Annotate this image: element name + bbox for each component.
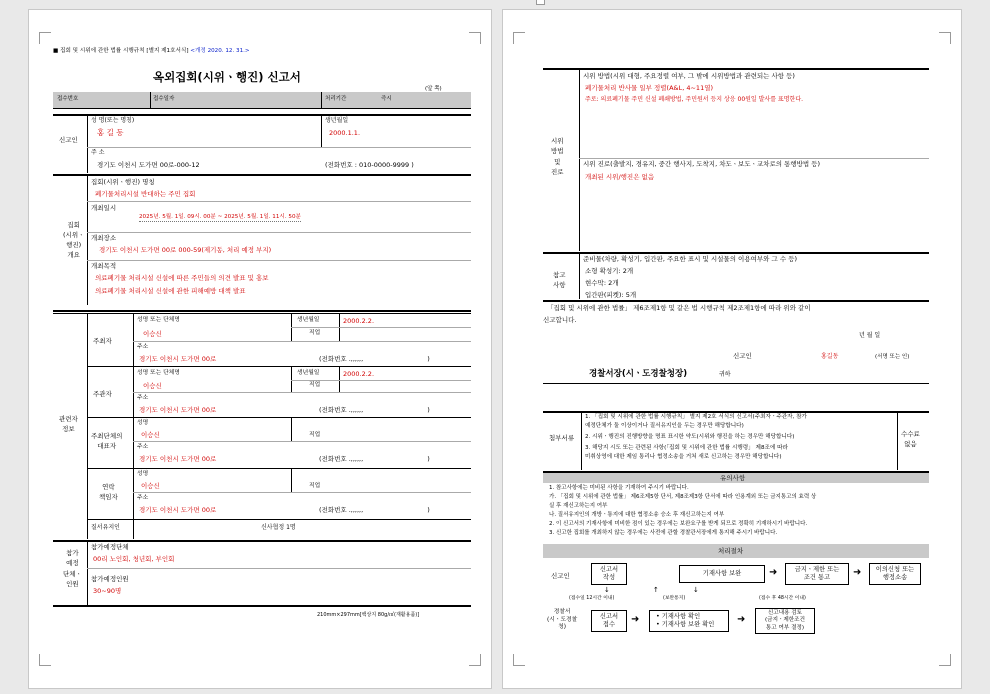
receipt-bar xyxy=(53,92,471,108)
related-section-label: 관련자 정보 xyxy=(59,415,78,434)
related-name-label: 성명 xyxy=(137,420,149,426)
rally-goal-line-1: 의료폐기물 처리시설 신설에 따른 주민들의 의견 발표 및 홍보 xyxy=(95,274,269,282)
applicant-address-label: 주 소 xyxy=(91,149,105,156)
related-address-value: 경기도 이천시 도가면 00로 xyxy=(139,455,217,463)
reference-label: 준비물(차량, 확성기, 입간판, 주요한 표시 및 시설물의 이용여부와 그 수 등) xyxy=(583,255,798,263)
route-label: 시위 진로(출발지, 경유지, 중간 행사지, 도착지, 차도ㆍ보도ㆍ교차로의 통행방법 등) xyxy=(583,160,821,168)
method-section-label: 시위 방법 및 진로 xyxy=(551,137,564,177)
page-side-label: (앞 쪽) xyxy=(425,86,442,92)
applicant-name-value: 홍 길 동 xyxy=(97,128,124,137)
flow-note-right: (접수 후 48시간 이내) xyxy=(759,596,806,601)
related-person-name: 이승신 xyxy=(141,482,160,490)
attachment-3a: 3. 해당지 시도 또는 관련된 사항(「집회 및 시위에 관한 법률 시행령」 제8조에 따라 xyxy=(585,445,788,451)
flow-step-prohibition: 금지ㆍ제한 또는 조건 통고 xyxy=(785,563,849,585)
rally-datetime-label: 개최일시 xyxy=(91,204,117,212)
applicant-phone-value: (전화번호 : 010-0000-9999 ) xyxy=(325,161,414,169)
flow-applicant-label: 신고인 xyxy=(551,572,570,580)
window-edge-marker xyxy=(536,0,545,5)
reference-item: 입간판(피켓): 5개 xyxy=(585,291,637,299)
sign-note: (서명 또는 인) xyxy=(875,354,910,360)
related-job-label: 직업 xyxy=(309,330,321,336)
applicant-name-label: 성 명(또는 명칭) xyxy=(91,117,135,124)
fee: 수수료 없음 xyxy=(901,430,920,448)
rally-goal-line-2: 의료폐기물 처리시설 신설에 관한 피해예방 대책 발표 xyxy=(95,287,246,295)
arrow-up-icon: ↑ xyxy=(653,586,659,594)
rally-place-value: 경기도 이천시 도가면 00로 000-59(제기동, 처리 예정 부지) xyxy=(99,246,272,254)
form-reference: ■ 집회 및 시위에 관한 법률 시행규칙 [별지 제1호서식] <개정 2020. 12. 31.> xyxy=(53,48,250,54)
related-job-label: 직업 xyxy=(309,483,321,489)
reference-section-label: 참고 사항 xyxy=(553,271,566,290)
attachment-3b: 미취상영에 대한 제임 통리나 협정소송을 거쳐 새로 신고하는 경우만 해당합니다) xyxy=(585,454,782,460)
applicant-section-label: 신고인 xyxy=(59,136,78,144)
receipt-number-label: 접수번호 xyxy=(57,96,79,102)
note-line: 가. 「집회 및 시위에 관한 법률」 제6조제5항 단서, 제8조제3항 단서에 따라 인용계외 또는 금지통고의 효력 상 xyxy=(549,494,817,500)
applicant-birth-label: 생년월일 xyxy=(325,117,349,124)
arrow-right-icon: ➜ xyxy=(737,614,746,625)
flow-step-receive: 신고서 접수 xyxy=(591,610,627,632)
arrow-down-icon: ↓ xyxy=(693,586,699,594)
related-job-label: 직업 xyxy=(309,382,321,388)
flow-step-check: • 기재사항 확인 • 기재사항 보완 확인 xyxy=(649,610,729,632)
participant-group-value: 00리 노인회, 청년회, 부인회 xyxy=(93,555,175,563)
rally-goal-label: 개최목적 xyxy=(91,262,117,270)
related-phone: (전화번호 .,,,,,, ) xyxy=(319,455,430,463)
attachment-1a: 1. 「집회 및 시위에 관한 법률 시행규칙」 별지 제2호 서식의 신고서(주최자ㆍ주관자, 참가 xyxy=(585,414,807,420)
crop-mark xyxy=(469,654,481,666)
related-name-label: 성명 또는 단체명 xyxy=(137,370,180,376)
reference-item: 현수막: 2개 xyxy=(585,279,619,287)
related-role-contact: 연락 책임자 xyxy=(99,483,118,501)
recipient: 경찰서장(시ㆍ도경찰청장) xyxy=(589,369,688,379)
note-line: 나. 질서유지인의 개방ㆍ통지에 대한 협정소송 승소 후 재신고하는지 여부 xyxy=(549,512,725,518)
related-birth-value: 2000.2.2. xyxy=(343,370,375,378)
arrow-right-icon: ➜ xyxy=(853,567,862,578)
note-line: 실 후 재신고하는지 여부 xyxy=(549,503,608,509)
flow-step-appeal: 이의신청 또는 행정소송 xyxy=(869,563,921,585)
form-page-back xyxy=(502,9,962,689)
flow-title: 처리절차 xyxy=(718,547,744,555)
flow-note-left: (접수일 12시간 이내) xyxy=(569,596,615,601)
related-person-name: 이승신 xyxy=(143,382,162,390)
receipt-date-label: 접수일자 xyxy=(153,96,175,102)
crop-mark xyxy=(513,32,525,44)
date-line: 년 월 일 xyxy=(859,332,881,339)
related-phone: (전화번호 .,,,,,, ) xyxy=(319,406,430,414)
reference-item: 소형 확성기: 2개 xyxy=(585,267,634,275)
crop-mark xyxy=(469,32,481,44)
related-birth-value: 2000.2.2. xyxy=(343,317,375,325)
crop-mark xyxy=(513,654,525,666)
form-page-front xyxy=(28,9,492,689)
crop-mark xyxy=(939,654,951,666)
related-role-representative: 주최단체의 대표자 xyxy=(91,432,123,450)
rally-datetime-value: 2025년. 5월. 1일. 09시. 00분 ~ 2025년. 5월. 1일. 11시. 50분 xyxy=(139,214,301,220)
related-birth-label: 생년월일 xyxy=(297,317,320,323)
note-line: 2. 이 신고서의 기재사항에 미비한 점이 있는 경우에는 보완요구를 받게 되므로 정확히 기재하시기 바랍니다. xyxy=(549,521,808,527)
crop-mark xyxy=(939,32,951,44)
rally-name-value: 폐기물처리시설 반대하는 주민 집회 xyxy=(95,190,196,198)
applicant-address-value: 경기도 이천시 도가면 00로-000-12 xyxy=(97,161,200,169)
recipient-suffix: 귀하 xyxy=(719,371,731,378)
law-statement-line-2: 신고합니다. xyxy=(543,316,577,324)
method-label: 시위 방법(시위 대형, 주요정렬 여부, 그 밖에 시위방법과 관련되는 사항 등) xyxy=(583,72,795,80)
related-address-label: 주소 xyxy=(137,344,149,350)
method-value-2: 주로: 의료폐기물 주민 신설 폐쇄방법, 주민원서 등지 상응 00원일 발사를 표명한다. xyxy=(585,96,804,103)
paper-spec: 210mm×297mm[백상지 80g/㎡(재활용품)] xyxy=(317,612,420,618)
related-address-value: 경기도 이천시 도가면 00로 xyxy=(139,355,217,363)
attachment-1b: 예정단체가 둘 이상이거나 질서유지인을 두는 경우만 해당합니다) xyxy=(585,423,744,429)
flow-note-notice: (보완통지) xyxy=(663,596,686,601)
attachments-label: 첨부서류 xyxy=(549,434,575,442)
flow-police-label: 경찰서 (시ㆍ도경찰 청) xyxy=(547,609,578,631)
related-phone: (전화번호 .,,,,,, ) xyxy=(319,506,430,514)
processing-period-label: 처리기간 xyxy=(325,96,347,102)
note-line: 1. 참고사항에는 미비된 사항을 기재하여 주시기 바랍니다. xyxy=(549,485,689,491)
arrow-right-icon: ➜ xyxy=(769,567,778,578)
processing-period-value: 즉시 xyxy=(381,96,392,102)
related-name-label: 성명 또는 단체명 xyxy=(137,317,180,323)
signer-label: 신고인 xyxy=(733,352,752,360)
related-address-label: 주소 xyxy=(137,495,149,501)
flow-step-write: 신고서 작성 xyxy=(591,563,627,585)
order-maintainer-label: 질서유지인 xyxy=(91,524,120,531)
related-birth-label: 생년월일 xyxy=(297,370,320,376)
related-address-value: 경기도 이천시 도가면 00로 xyxy=(139,406,217,414)
route-value: 개최된 시위/행진은 없음 xyxy=(585,173,655,181)
form-title: 옥외집회(시위ㆍ행진) 신고서 xyxy=(153,70,301,84)
related-person-name: 이승신 xyxy=(141,431,160,439)
participant-count-value: 30~90명 xyxy=(93,587,122,595)
flow-step-review: 신고내용 검토 (금지ㆍ제한조건 통고 여부 결정) xyxy=(755,608,815,634)
related-job-label: 직업 xyxy=(309,432,321,438)
attachment-2: 2. 시위ㆍ행진의 진행방향을 명표 표시한 약도(시위와 행진을 하는 경우만 해당합니다) xyxy=(585,434,795,440)
method-value-1: 폐기물처리 반사물 일부 정렬(A&L, 4~11열) xyxy=(585,84,714,92)
signer-name: 홍길동 xyxy=(821,353,839,360)
crop-mark xyxy=(39,32,51,44)
notes-title: 유의사항 xyxy=(720,474,746,482)
rally-name-label: 집회(시위ㆍ행진) 명칭 xyxy=(91,178,155,186)
order-maintainer-value: 신사협정 1명 xyxy=(261,524,296,531)
participant-count-label: 참가예정인원 xyxy=(91,575,129,583)
related-role-host: 주관자 xyxy=(93,390,112,398)
rally-section-label: 집회 (시위ㆍ 행진) 개요 xyxy=(63,221,85,260)
related-address-label: 주소 xyxy=(137,395,149,401)
note-line: 3. 신고한 집회를 개최하지 않는 경우에는 사전에 관할 경찰관서장에게 통지해 주시기 바랍니다. xyxy=(549,530,778,536)
related-phone: (전화번호 .,,,,,, ) xyxy=(319,355,430,363)
rally-place-label: 개최장소 xyxy=(91,234,117,242)
participant-group-label: 참가예정단체 xyxy=(91,543,129,551)
arrow-right-icon: ➜ xyxy=(631,614,640,625)
applicant-birth-value: 2000.1.1. xyxy=(329,129,361,137)
related-person-name: 이승신 xyxy=(143,330,162,338)
flow-step-supplement: 기재사항 보완 xyxy=(679,565,765,583)
participants-section-label: 참가 예정 단체ㆍ 인원 xyxy=(63,549,82,589)
arrow-down-icon: ↓ xyxy=(604,586,610,594)
related-address-label: 주소 xyxy=(137,444,149,450)
law-statement-line-1: 「집회 및 시위에 관한 법률」 제6조제1항 및 같은 법 시행규칙 제2조제1항에 따라 위와 같이 xyxy=(547,304,811,312)
related-address-value: 경기도 이천시 도가면 00로 xyxy=(139,506,217,514)
crop-mark xyxy=(39,654,51,666)
related-name-label: 성명 xyxy=(137,471,149,477)
related-role-organizer: 주최자 xyxy=(93,337,112,345)
